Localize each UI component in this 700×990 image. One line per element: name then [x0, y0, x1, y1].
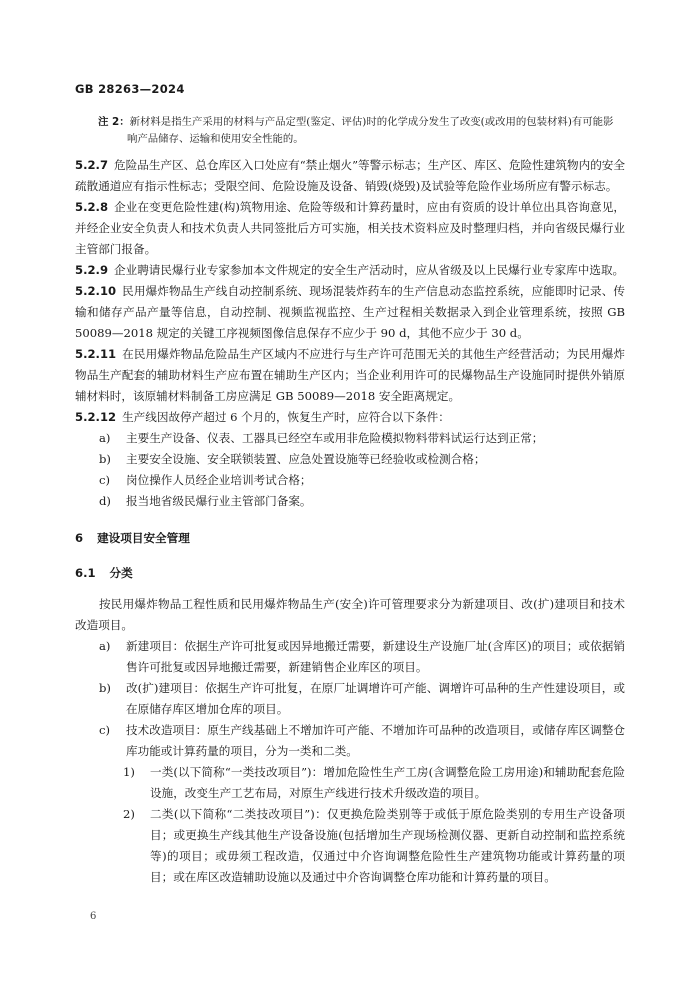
list-item [75, 720, 625, 762]
list-marker: a) [99, 639, 111, 653]
list-text: 改(扩)建项目：依据生产许可批复，在原厂址调增许可产能、调增许可品种的生产性建设项目，或在原储存库区增加仓库的项目。 [126, 681, 625, 716]
list-marker: d) [99, 494, 111, 508]
list-text: 一类(以下简称“一类技改项目”)：增加危险性生产工房(含调整危险工房用途)和辅助配套危险设施，改变生产工艺布局，对原生产线进行技术升级改造的项目。 [150, 765, 625, 800]
note-2 [75, 114, 625, 148]
sub-list-item [75, 804, 625, 888]
section-heading-6-1 [75, 563, 625, 584]
list-marker: b) [99, 681, 111, 695]
clause-5-2-7 [75, 155, 625, 197]
note-continuation: 响产品储存、运输和使用安全性能的。 [127, 133, 304, 145]
clause-5-2-8 [75, 197, 625, 260]
page-content [75, 114, 625, 888]
section-heading-6 [75, 528, 625, 549]
section-title: 分类 [109, 566, 133, 580]
list-text: 主要生产设备、仪表、工器具已经空车或用非危险模拟物料带料试运行达到正常； [126, 431, 544, 445]
page-number: 6 [90, 911, 97, 922]
clause-5-2-12 [75, 407, 625, 428]
clause-number: 5.2.9 [75, 263, 109, 277]
note-label: 注 2： [98, 116, 130, 128]
list-text: 技术改造项目：原生产线基础上不增加许可产能、不增加许可品种的改造项目，或储存库区调整仓库功能或计算药量的项目，分为一类和二类。 [126, 723, 625, 758]
section-number: 6.1 [75, 566, 96, 580]
clause-text: 在民用爆炸物品危险品生产区域内不应进行与生产许可范围无关的其他生产经营活动；为民用爆炸物品生产配套的辅助材料生产应布置在辅助生产区内；当企业利用许可的民爆物品生产设施同时提供外销原辅材料时，该原辅材料制备工房应满足 GB 50089—2018 安全距离规定。 [75, 347, 625, 403]
clause-5-2-9 [75, 260, 625, 281]
list-item [75, 636, 625, 678]
list-marker: c) [99, 723, 111, 737]
clause-number: 5.2.12 [75, 410, 117, 424]
section-title: 建设项目安全管理 [97, 531, 190, 545]
list-marker: a) [99, 431, 111, 445]
clause-5-2-10 [75, 281, 625, 344]
clause-text: 企业聘请民爆行业专家参加本文件规定的安全生产活动时，应从省级及以上民爆行业专家库中选取。 [114, 263, 625, 277]
clause-number: 5.2.8 [75, 200, 109, 214]
clause-number: 5.2.7 [75, 158, 109, 172]
list-marker: c) [99, 473, 111, 487]
list-text: 二类(以下简称“二类技改项目”)：仅更换危险类别等于或低于原危险类别的专用生产设备项目；或更换生产线其他生产设备设施(包括增加生产现场检测仪器、更新自动控制和监控系统等)的项目；或毋须工程改造，仅通过中介咨询调整危险性生产建筑物功能或计算药量的项目；或在库区改造辅助设施以及通过中介咨询调整仓库功能和计算药量的项目。 [150, 807, 625, 884]
list-item [75, 491, 625, 512]
note-text: 新材料是指生产采用的材料与产品定型(鉴定、评估)时的化学成分发生了改变(或改用的包装材料)有可能影 [129, 116, 614, 128]
standard-code: GB 28263—2024 [75, 82, 185, 96]
list-text: 报当地省级民爆行业主管部门备案。 [126, 494, 312, 508]
section-number: 6 [75, 531, 84, 545]
clause-text: 危险品生产区、总仓库区入口处应有“禁止烟火”等警示标志；生产区、库区、危险性建筑物内的安全疏散通道应有指示性标志；受限空间、危险设施及设备、销毁(烧毁)及试验等危险作业场所应有警示标志。 [75, 158, 625, 193]
list-marker: 1) [123, 765, 135, 779]
list-item [75, 678, 625, 720]
list-item [75, 470, 625, 491]
list-text: 主要安全设施、安全联锁装置、应急处置设施等已经验收或检测合格； [126, 452, 486, 466]
list-text: 岗位操作人员经企业培训考试合格； [126, 473, 312, 487]
list-marker: 2) [123, 807, 135, 821]
clause-text: 民用爆炸物品生产线自动控制系统、现场混装炸药车的生产信息动态监控系统，应能即时记录、传输和储存产品产量等信息，自动控制、视频监视监控、生产过程相关数据录入到企业管理系统，按照 GB 50089—2018 规定的关键工序视频图像信息保存不应少于 90 d，其他不应少于 30 d。 [75, 284, 625, 340]
clause-text: 生产线因故停产超过 6 个月的，恢复生产时，应符合以下条件： [122, 410, 450, 424]
list-marker: b) [99, 452, 111, 466]
clause-number: 5.2.10 [75, 284, 117, 298]
clause-number: 5.2.11 [75, 347, 117, 361]
list-item [75, 449, 625, 470]
clause-5-2-11 [75, 344, 625, 407]
sub-list-item [75, 762, 625, 804]
clause-text: 企业在变更危险性建(构)筑物用途、危险等级和计算药量时，应由有资质的设计单位出具咨询意见，并经企业安全负责人和技术负责人共同签批后方可实施，相关技术资料应及时整理归档，并向省级民爆行业主管部门报备。 [75, 200, 625, 256]
list-text: 新建项目：依据生产许可批复或因异地搬迁需要，新建设生产设施厂址(含库区)的项目；或依据销售许可批复或因异地搬迁需要，新建销售企业库区的项目。 [126, 639, 625, 674]
list-item [75, 428, 625, 449]
section-6-1-intro: 按民用爆炸物品工程性质和民用爆炸物品生产(安全)许可管理要求分为新建项目、改(扩)建项目和技术改造项目。 [75, 597, 625, 632]
